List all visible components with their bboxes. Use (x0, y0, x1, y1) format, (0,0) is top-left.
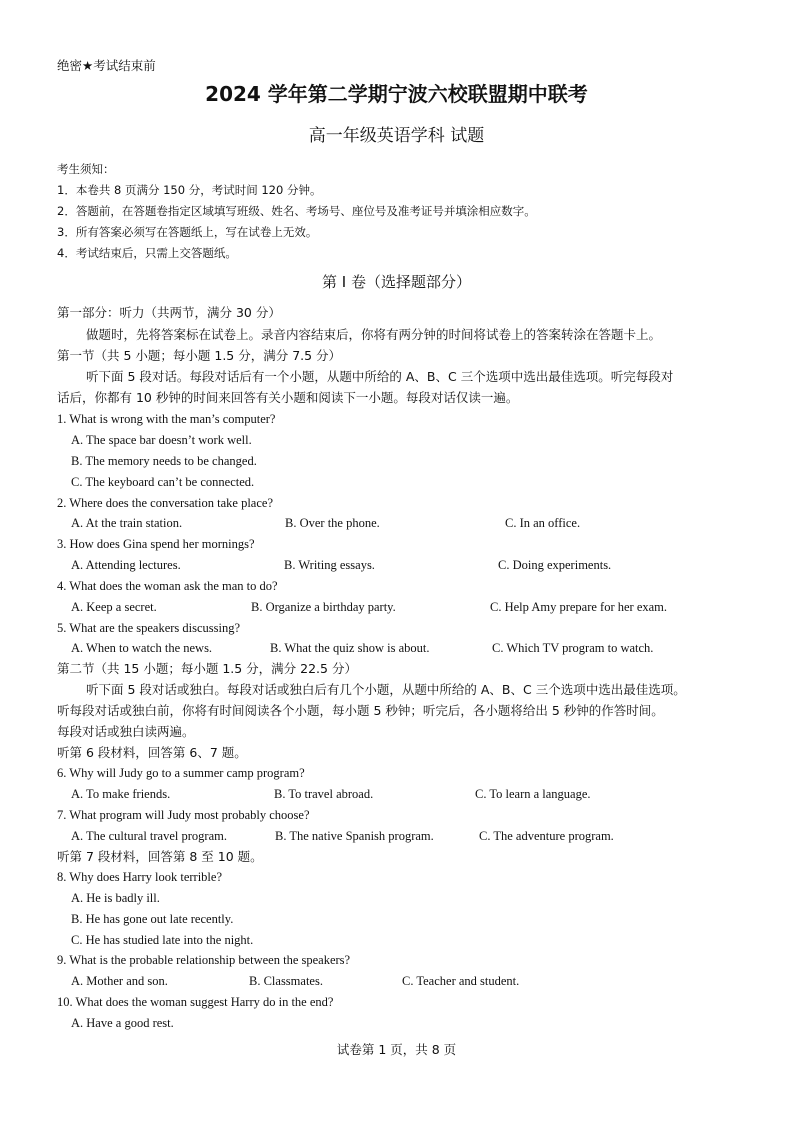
exam-subtitle: 高一年级英语学科 试题 (308, 126, 485, 146)
q9-option-c: C. Teacher and student. (402, 974, 520, 988)
q6-option-a: A. To make friends. (71, 787, 171, 801)
section2-heading: 第二节（共 15 小题；每小题 1.5 分，满分 22.5 分） (57, 661, 357, 676)
q2-option-b: B. Over the phone. (285, 516, 380, 530)
question-2: 2. Where does the conversation take place? (57, 496, 273, 510)
material-7-heading: 听第 7 段材料，回答第 8 至 10 题。 (57, 849, 263, 864)
confidential-label: 绝密★考试结束前 (57, 58, 156, 73)
section2-instruction-1: 听下面 5 段对话或独白。每段对话或独白后有几个小题，从题中所给的 A、B、C 三个选项中选出最佳选项。 (86, 682, 686, 697)
question-3: 3. How does Gina spend her mornings? (57, 537, 255, 551)
q4-option-b: B. Organize a birthday party. (251, 600, 396, 614)
q1-option-a: A. The space bar doesn’t work well. (71, 433, 252, 447)
question-1: 1. What is wrong with the man’s computer? (57, 412, 276, 426)
question-8: 8. Why does Harry look terrible? (57, 870, 222, 884)
q4-option-a: A. Keep a secret. (71, 600, 157, 614)
question-4: 4. What does the woman ask the man to do? (57, 579, 278, 593)
notice-item-1: 1．本卷共 8 页满分 150 分，考试时间 120 分钟。 (57, 183, 322, 197)
notice-item-3: 3．所有答案必须写在答题纸上，写在试卷上无效。 (57, 225, 318, 239)
q1-option-c: C. The keyboard can’t be connected. (71, 475, 255, 489)
q3-option-b: B. Writing essays. (284, 558, 375, 572)
question-9: 9. What is the probable relationship between the speakers? (57, 953, 351, 967)
q2-option-a: A. At the train station. (71, 516, 183, 530)
notice-heading: 考生须知： (57, 162, 115, 176)
q7-option-a: A. The cultural travel program. (71, 829, 227, 843)
part1-instruction: 做题时，先将答案标在试卷上。录音内容结束后，你将有两分钟的时间将试卷上的答案转涂在答题卡上。 (86, 327, 662, 342)
q7-option-b: B. The native Spanish program. (275, 829, 434, 843)
page-footer: 试卷第 1 页，共 8 页 (336, 1042, 457, 1057)
q4-option-c: C. Help Amy prepare for her exam. (490, 600, 668, 614)
exam-title: 2024 学年第二学期宁波六校联盟期中联考 (205, 82, 588, 106)
question-6: 6. Why will Judy go to a summer camp program? (57, 766, 305, 780)
part1-heading: 第一部分：听力（共两节，满分 30 分） (57, 305, 281, 320)
question-5: 5. What are the speakers discussing? (57, 621, 241, 635)
q6-option-c: C. To learn a language. (475, 787, 591, 801)
question-10: 10. What does the woman suggest Harry do in the end? (57, 995, 334, 1009)
notice-item-2: 2．答题前，在答题卷指定区域填写班级、姓名、考场号、座位号及准考证号并填涂相应数字。 (57, 204, 536, 218)
section2-instruction-3: 每段对话或独白读两遍。 (57, 724, 195, 739)
q9-option-b: B. Classmates. (249, 974, 323, 988)
q5-option-c: C. Which TV program to watch. (492, 641, 654, 655)
q10-option-a: A. Have a good rest. (71, 1016, 174, 1030)
q2-option-c: C. In an office. (505, 516, 581, 530)
q7-option-c: C. The adventure program. (479, 829, 614, 843)
notice-item-4: 4．考试结束后，只需上交答题纸。 (57, 246, 237, 260)
q1-option-b: B. The memory needs to be changed. (71, 454, 257, 468)
q3-option-a: A. Attending lectures. (71, 558, 181, 572)
q9-option-a: A. Mother and son. (71, 974, 168, 988)
section1-instruction-1: 听下面 5 段对话。每段对话后有一个小题，从题中所给的 A、B、C 三个选项中选出最佳选项。听完每段对 (86, 369, 674, 384)
q3-option-c: C. Doing experiments. (498, 558, 612, 572)
section1-heading: 第一节（共 5 小题；每小题 1.5 分，满分 7.5 分） (57, 348, 342, 363)
q8-option-a: A. He is badly ill. (71, 891, 160, 905)
volume-title: 第 I 卷（选择题部分） (322, 273, 471, 291)
q5-option-a: A. When to watch the news. (71, 641, 213, 655)
q8-option-b: B. He has gone out late recently. (71, 912, 234, 926)
material-6-heading: 听第 6 段材料，回答第 6、7 题。 (57, 745, 247, 760)
q8-option-c: C. He has studied late into the night. (71, 933, 254, 947)
question-7: 7. What program will Judy most probably choose? (57, 808, 310, 822)
section1-instruction-2: 话后，你都有 10 秒钟的时间来回答有关小题和阅读下一小题。每段对话仅读一遍。 (57, 390, 519, 405)
q5-option-b: B. What the quiz show is about. (270, 641, 430, 655)
section2-instruction-2: 听每段对话或独白前，你将有时间阅读各个小题，每小题 5 秒钟；听完后，各小题将给出 5 秒钟的作答时间。 (57, 703, 664, 718)
q6-option-b: B. To travel abroad. (274, 787, 374, 801)
